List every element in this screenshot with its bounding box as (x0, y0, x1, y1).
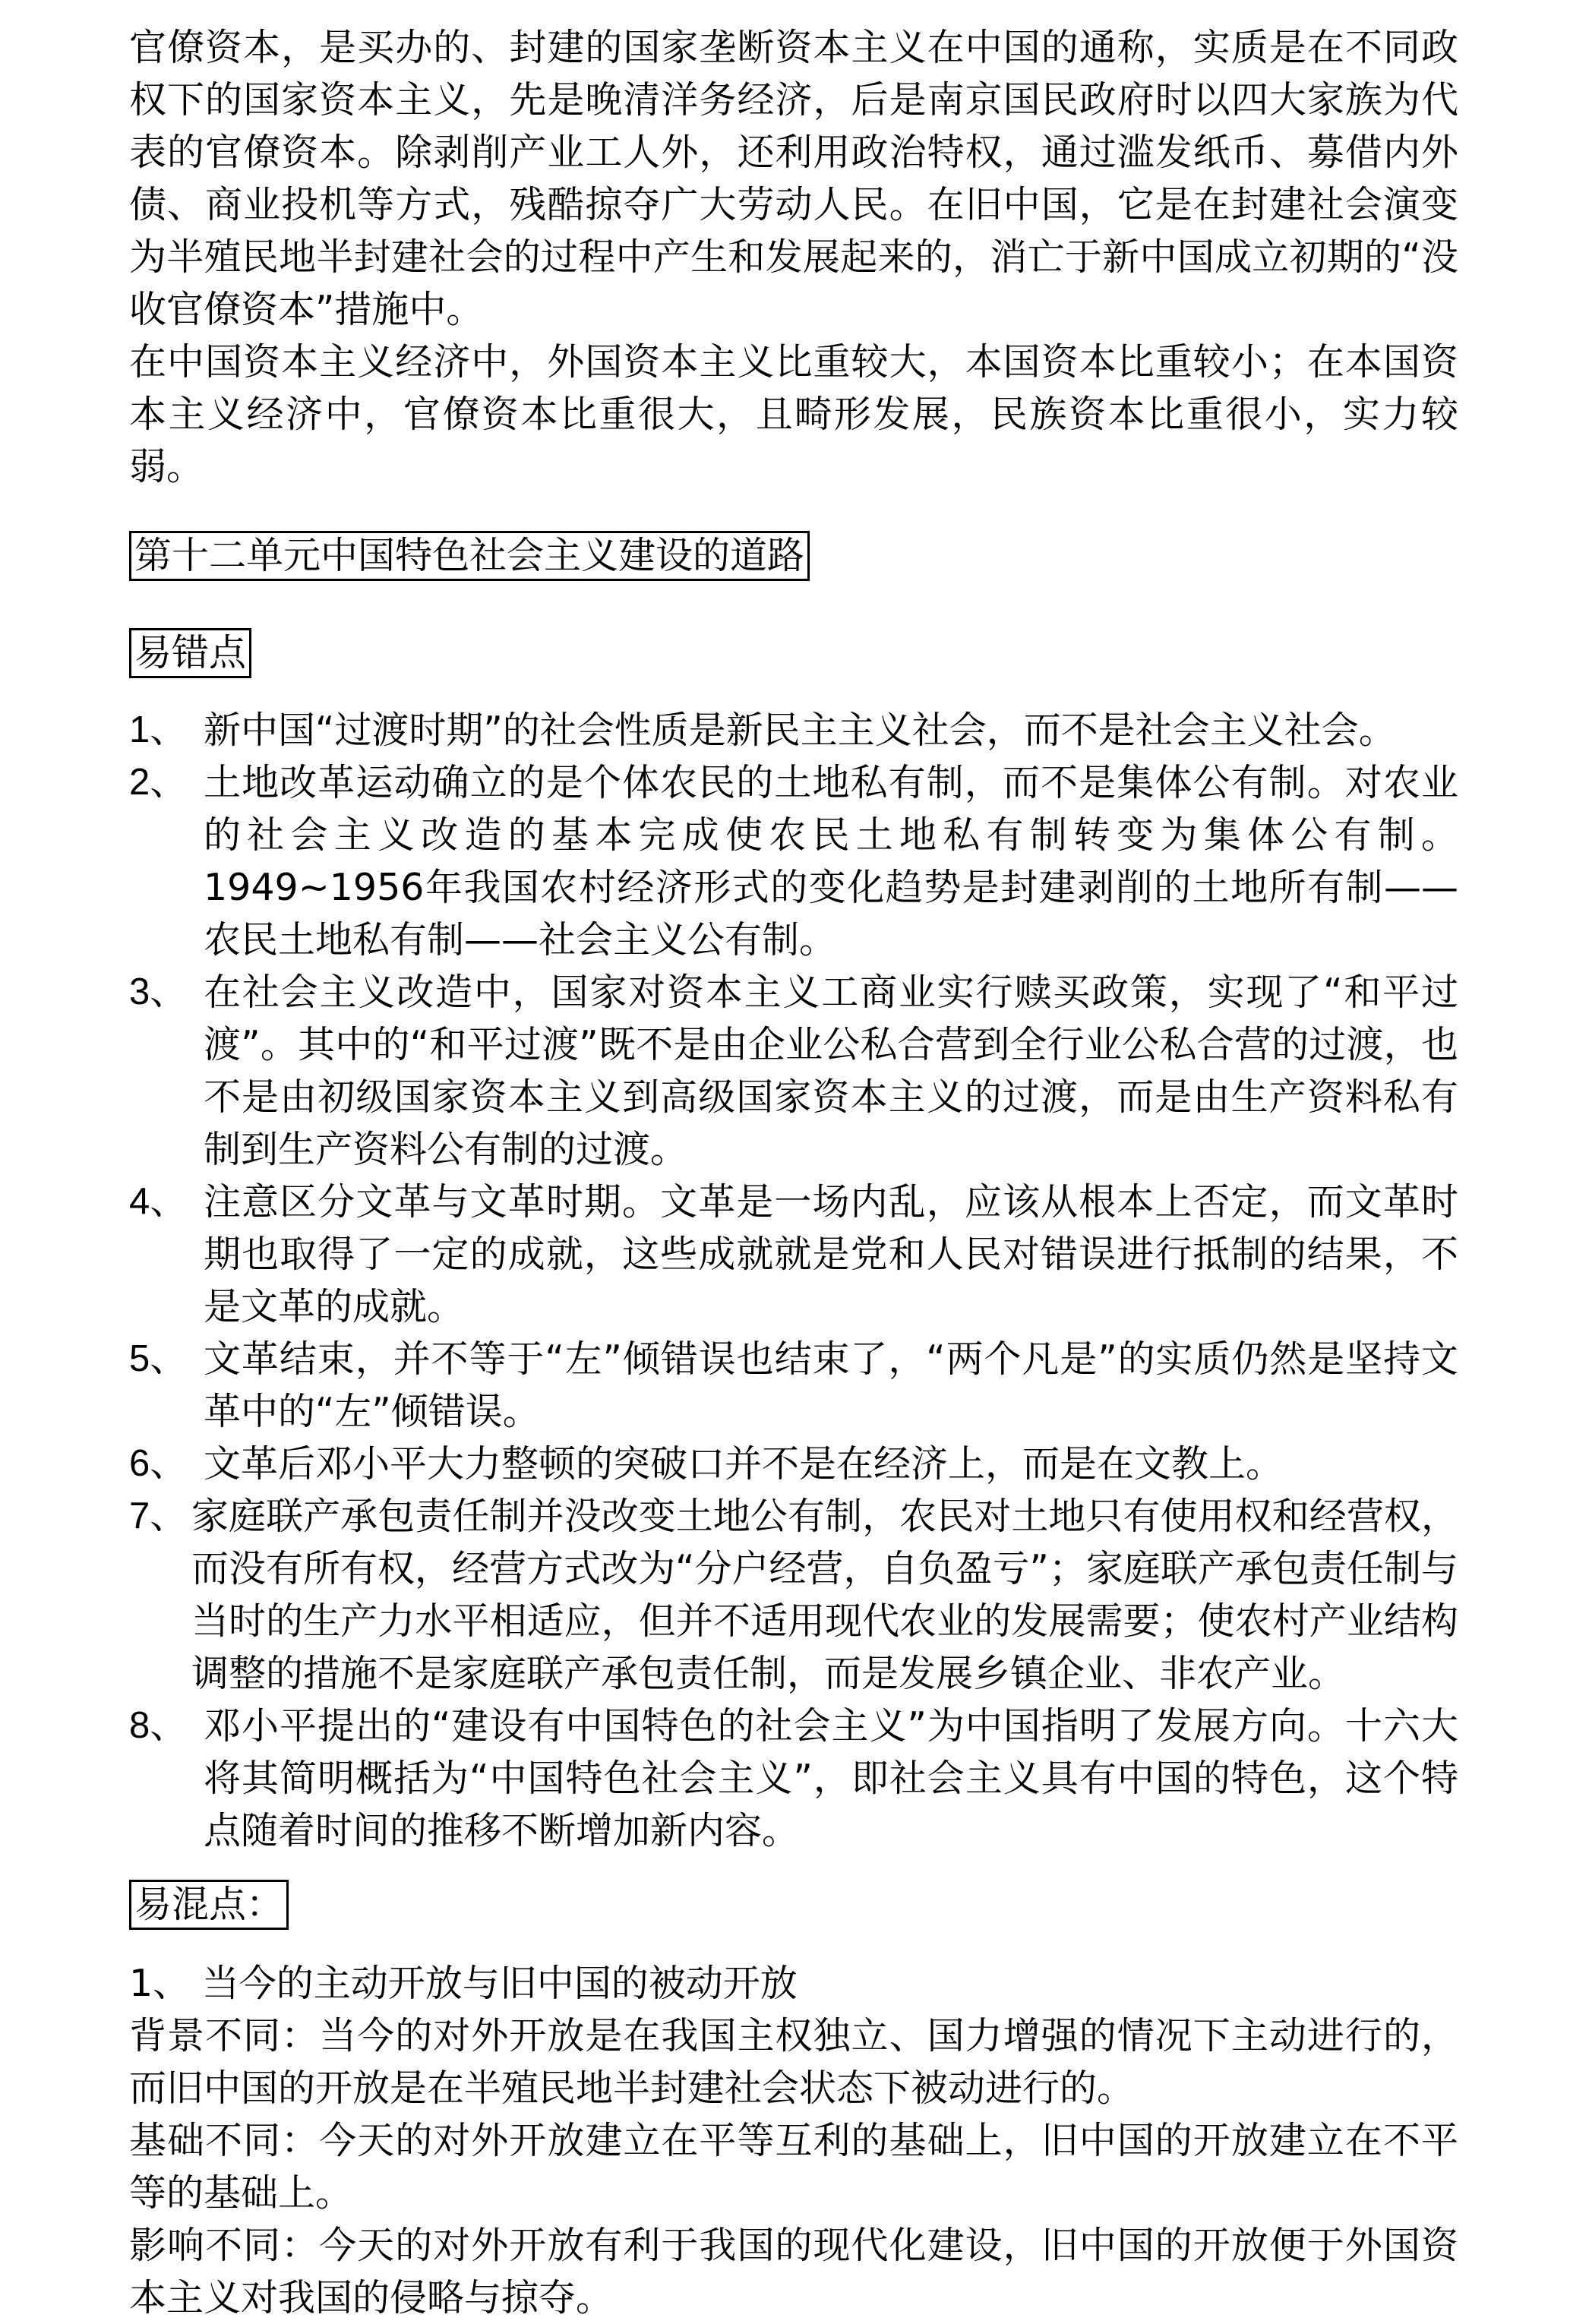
list-item (129, 1438, 1458, 1490)
list-text: 文革结束，并不等于“左”倾错误也结束了，“两个凡是”的实质仍然是坚持文革中的“左”倾错误。 (204, 1337, 1458, 1433)
error-prone-heading: 易错点 (129, 628, 251, 678)
list-text: 家庭联产承包责任制并没改变土地公有制，农民对土地只有使用权和经营权，而没有所有权，经营方式改为“分户经营，自负盈亏”；家庭联产承包责任制与当时的生产力水平相适应，但并不适用现代农业的发展需要；使农村产业结构调整的措施不是家庭联产承包责任制，而是发展乡镇企业、非农产业。 (191, 1495, 1458, 1695)
list-item (129, 1176, 1458, 1333)
confusable-impact-paragraph: 影响不同：今天的对外开放有利于我国的现代化建设，旧中国的开放便于外国资本主义对我国的侵略与掠夺。 (129, 2224, 1458, 2319)
confusable-foundation-paragraph: 基础不同：今天的对外开放建立在平等互利的基础上，旧中国的开放建立在不平等的基础上。 (129, 2119, 1458, 2215)
list-item (129, 1490, 1458, 1700)
list-number: 2、 (129, 762, 188, 803)
list-item (129, 704, 1458, 756)
confusable-section (129, 1957, 1458, 2324)
list-number: 8、 (129, 1705, 188, 1746)
list-text: 邓小平提出的“建设有中国特色的社会主义”为中国指明了发展方向。十六大将其简明概括为“中国特色社会主义”，即社会主义具有中国的特色，这个特点随着时间的推移不断增加新内容。 (204, 1704, 1458, 1852)
intro-section (129, 21, 1458, 493)
list-number: 7、 (129, 1495, 188, 1536)
list-number: 1、 (129, 709, 188, 750)
list-number: 4、 (129, 1181, 188, 1222)
document-page (129, 21, 1458, 2324)
list-item (129, 966, 1458, 1176)
list-number: 6、 (129, 1443, 188, 1484)
confusable-background-paragraph: 背景不同：当今的对外开放是在我国主权独立、国力增强的情况下主动进行的，而旧中国的开放是在半殖民地半封建社会状态下被动进行的。 (129, 2014, 1458, 2110)
error-prone-list (129, 704, 1458, 1857)
list-text: 文革后邓小平大力整顿的突破口并不是在经济上，而是在文教上。 (204, 1442, 1284, 1486)
intro-paragraph-capital-proportions: 在中国资本主义经济中，外国资本主义比重较大，本国资本比重较小；在本国资本主义经济中，官僚资本比重很大，且畸形发展，民族资本比重很小，实力较弱。 (129, 340, 1458, 488)
unit-heading: 第十二单元中国特色社会主义建设的道路 (129, 531, 810, 581)
list-text: 土地改革运动确立的是个体农民的土地私有制，而不是集体公有制。对农业的社会主义改造的基本完成使农民土地私有制转变为集体公有制。1949~1956年我国农村经济形式的变化趋势是封建剥削的土地所有制——农民土地私有制——社会主义公有制。 (204, 761, 1458, 961)
list-text: 注意区分文革与文革时期。文革是一场内乱，应该从根本上否定，而文革时期也取得了一定的成就，这些成就就是党和人民对错误进行抵制的结果，不是文革的成就。 (204, 1180, 1458, 1328)
confusable-item-title: 1、 当今的主动开放与旧中国的被动开放 (129, 1962, 798, 2005)
list-item (129, 756, 1458, 966)
list-number: 3、 (129, 971, 188, 1012)
list-item (129, 1700, 1458, 1857)
intro-paragraph-bureaucratic-capital: 官僚资本，是买办的、封建的国家垄断资本主义在中国的通称，实质是在不同政权下的国家资本主义，先是晚清洋务经济，后是南京国民政府时以四大家族为代表的官僚资本。除剥削产业工人外，还利用政治特权，通过滥发纸币、募借内外债、商业投机等方式，残酷掠夺广大劳动人民。在旧中国，它是在封建社会演变为半殖民地半封建社会的过程中产生和发展起来的，消亡于新中国成立初期的“没收官僚资本”措施中。 (129, 26, 1458, 331)
list-item (129, 1333, 1458, 1438)
list-number: 5、 (129, 1338, 188, 1379)
list-text: 新中国“过渡时期”的社会性质是新民主主义社会，而不是社会主义社会。 (204, 709, 1396, 752)
list-text: 在社会主义改造中，国家对资本主义工商业实行赎买政策，实现了“和平过渡”。其中的“和平过渡”既不是由企业公私合营到全行业公私合营的过渡，也不是由初级国家资本主义到高级国家资本主义的过渡，而是由生产资料私有制到生产资料公有制的过渡。 (204, 971, 1458, 1171)
confusable-heading: 易混点： (129, 1880, 289, 1930)
